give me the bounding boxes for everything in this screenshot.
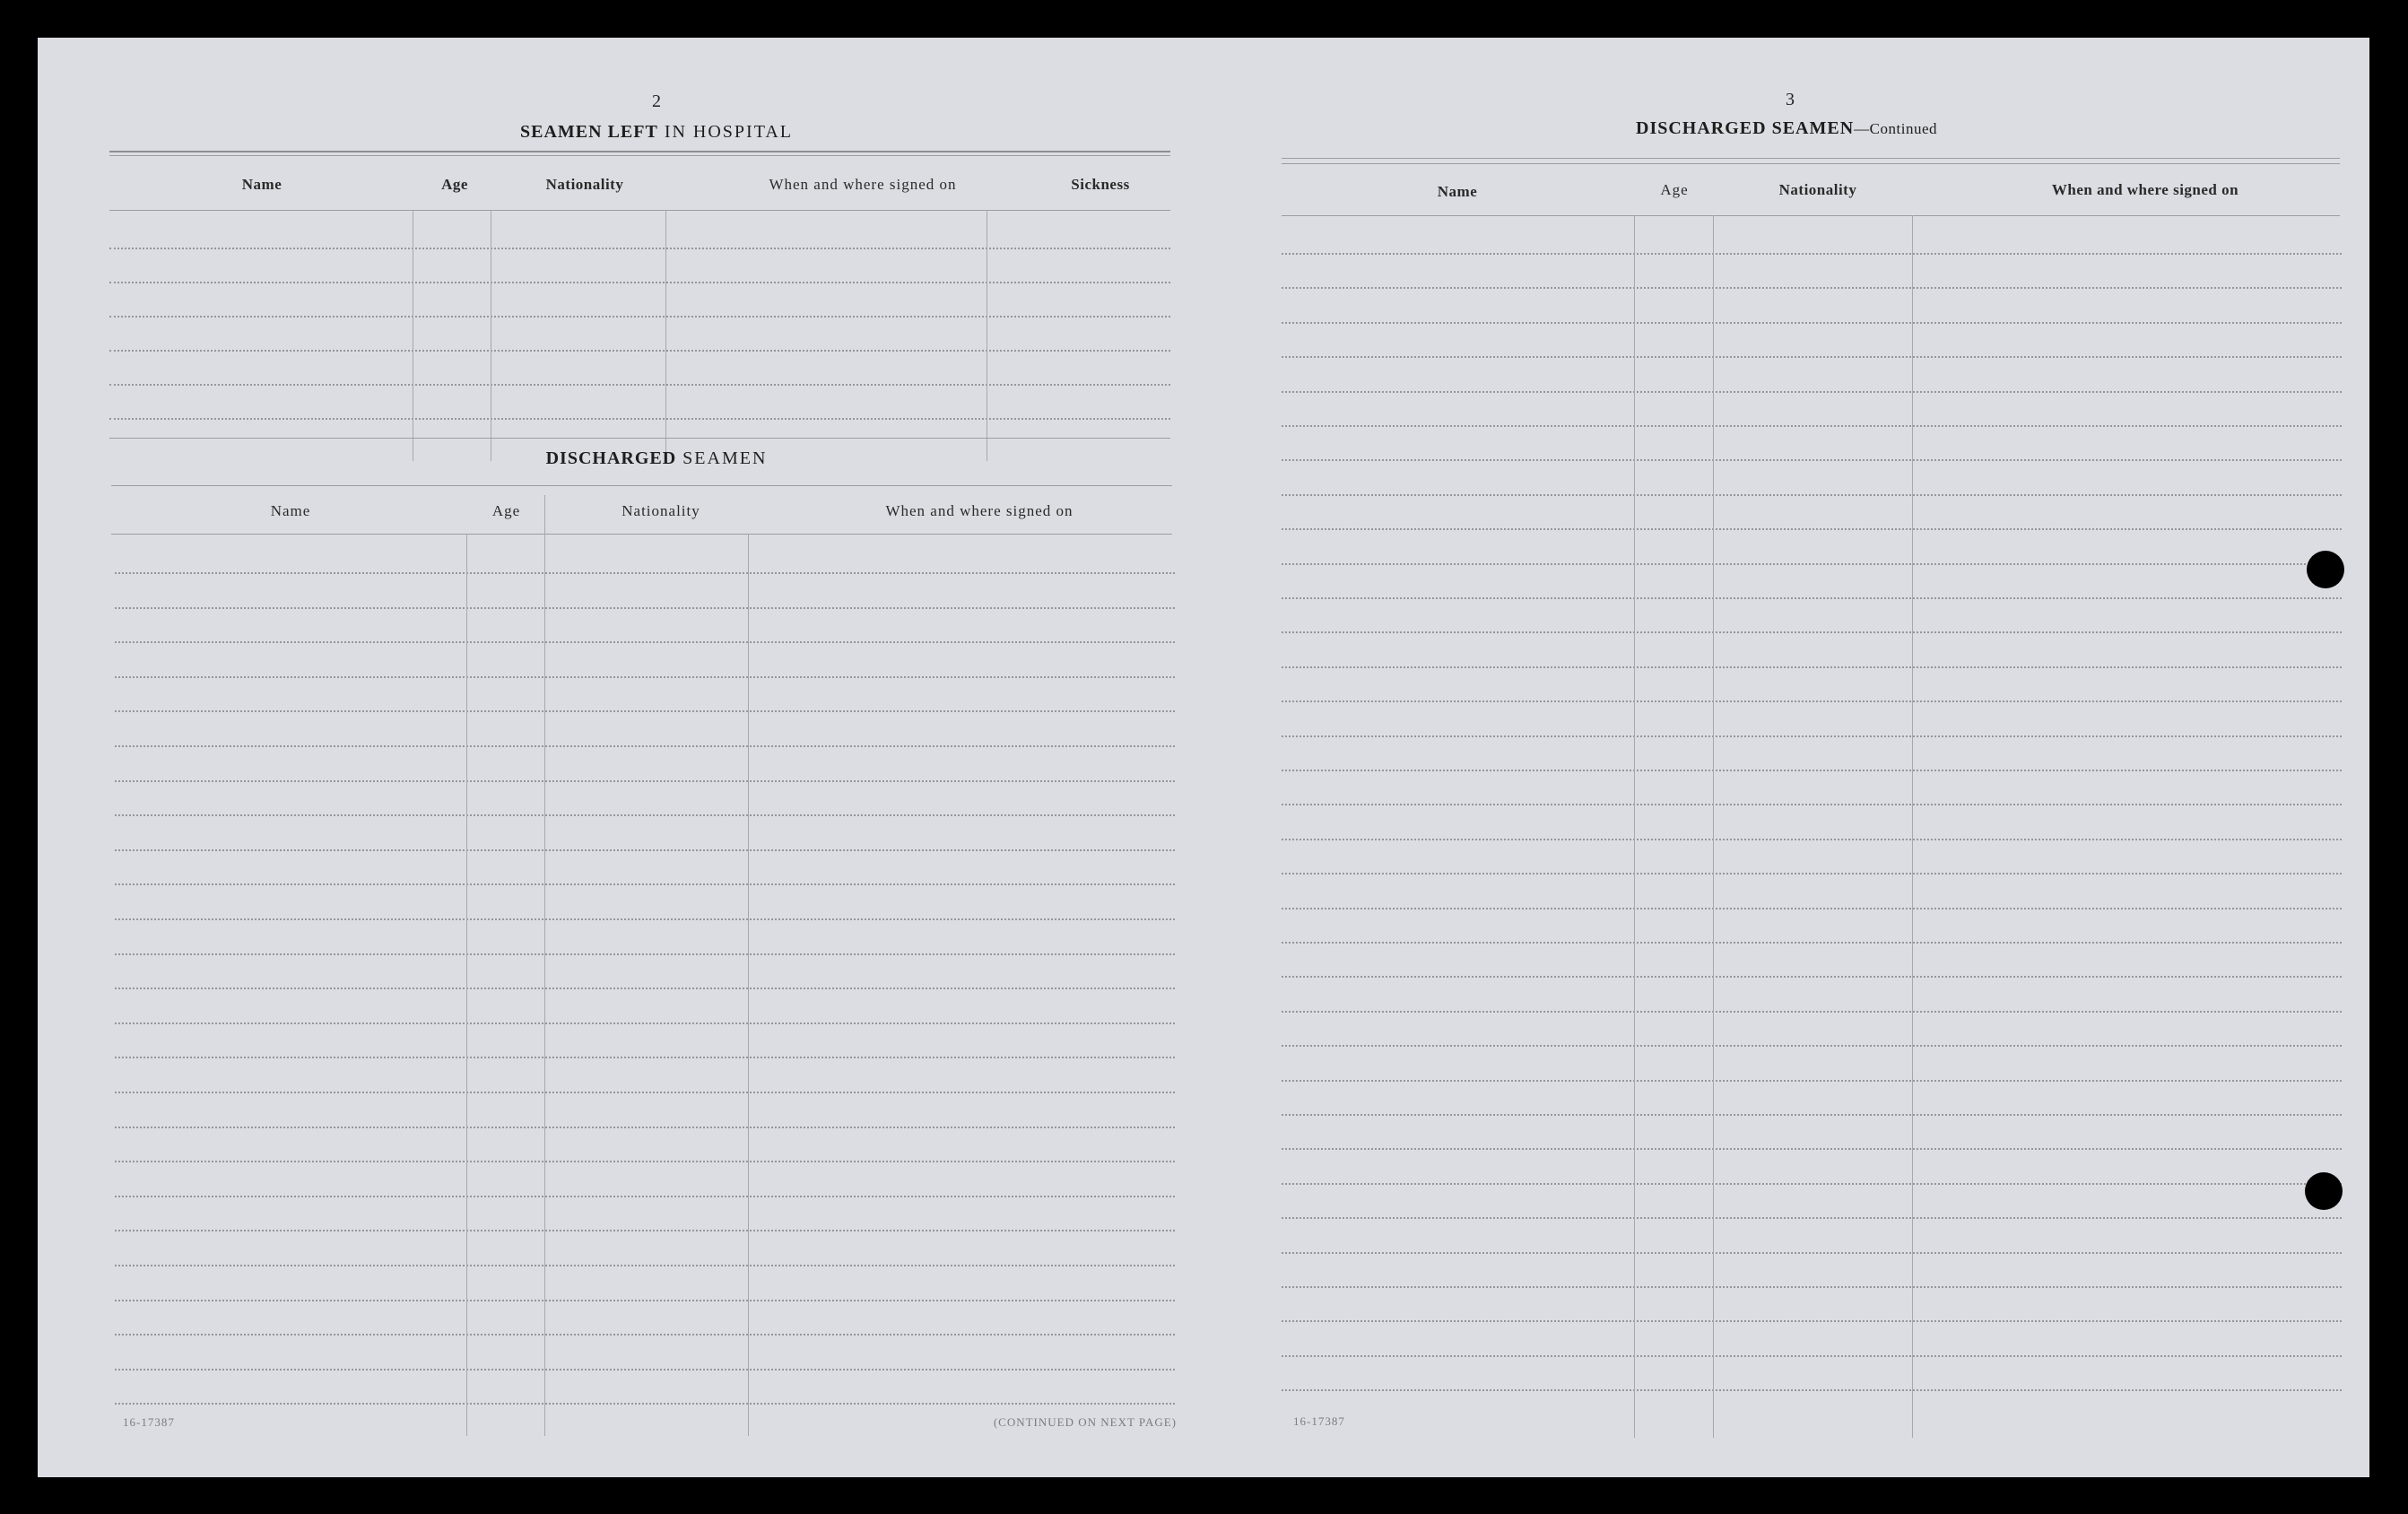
discharged-row-line: [115, 883, 1175, 885]
hospital-row-line: [109, 282, 1170, 283]
hospital-bottom-rule: [109, 438, 1170, 439]
discharged-section-title: [307, 448, 1006, 469]
hospital-col-when-where: When and where signed on: [769, 176, 957, 193]
right-row-line: [1282, 873, 2342, 874]
discharged-continued-title: [1473, 118, 2100, 139]
discharged-continued-bold: DISCHARGED SEAMEN: [1636, 118, 1855, 138]
discharged-col-when-where: When and where signed on: [885, 502, 1074, 519]
right-row-line: [1282, 942, 2342, 944]
right-row-line: [1282, 287, 2342, 289]
discharged-row-line: [115, 1022, 1175, 1024]
punch-hole: [2307, 551, 2344, 588]
discharged-row-line: [115, 607, 1175, 609]
right-row-line: [1282, 1148, 2342, 1150]
hospital-row-line: [109, 248, 1170, 249]
right-row-line: [1282, 839, 2342, 840]
discharged-title-rest: SEAMEN: [676, 448, 768, 468]
right-divider-3: [1912, 215, 1913, 1438]
right-row-line: [1282, 1080, 2342, 1082]
hospital-row-line: [109, 418, 1170, 420]
discharged-col-name: Name: [270, 502, 311, 519]
right-header-rule: [1282, 215, 2340, 216]
right-row-line: [1282, 253, 2342, 255]
right-row-line: [1282, 700, 2342, 702]
discharged-row-line: [115, 1127, 1175, 1128]
discharged-title-bold: DISCHARGED: [545, 448, 677, 468]
discharged-row-line: [115, 1265, 1175, 1266]
right-col-nationality: Nationality: [1778, 181, 1857, 198]
discharged-row-line: [115, 849, 1175, 851]
right-row-line: [1282, 1114, 2342, 1116]
hospital-title-rest: IN HOSPITAL: [657, 122, 793, 142]
discharged-col-nationality: Nationality: [622, 502, 700, 519]
right-top-rule-2: [1282, 163, 2340, 164]
hospital-col-age: Age: [441, 176, 468, 193]
hospital-row-line: [109, 350, 1170, 352]
right-page-number: 3: [1786, 90, 1795, 109]
discharged-row-line: [115, 1300, 1175, 1301]
left-page-number: 2: [652, 91, 661, 111]
discharged-row-line: [115, 1092, 1175, 1093]
right-row-line: [1282, 1286, 2342, 1288]
hospital-col-nationality: Nationality: [545, 176, 624, 193]
discharged-row-line: [115, 1369, 1175, 1370]
discharged-divider-1: [466, 534, 467, 1436]
right-row-line: [1282, 494, 2342, 496]
right-col-name: Name: [1437, 183, 1478, 200]
right-row-line: [1282, 425, 2342, 427]
discharged-row-line: [115, 745, 1175, 747]
discharged-row-line: [115, 780, 1175, 782]
discharged-row-line: [115, 1057, 1175, 1058]
continued-note: (CONTINUED ON NEXT PAGE): [993, 1415, 1177, 1429]
discharged-divider-3: [748, 534, 749, 1436]
right-row-line: [1282, 1183, 2342, 1185]
discharged-divider-2: [544, 495, 545, 1436]
hospital-col-name: Name: [241, 176, 283, 193]
right-row-line: [1282, 631, 2342, 633]
discharged-row-line: [115, 1196, 1175, 1197]
right-row-line: [1282, 1389, 2342, 1391]
hospital-header-rule: [109, 210, 1170, 211]
right-row-line: [1282, 563, 2342, 565]
right-row-line: [1282, 597, 2342, 599]
right-row-line: [1282, 1011, 2342, 1013]
right-divider-2: [1713, 215, 1714, 1438]
right-row-line: [1282, 356, 2342, 358]
hospital-top-rule: [109, 151, 1170, 152]
punch-hole: [2305, 1172, 2343, 1210]
hospital-row-line: [109, 316, 1170, 318]
discharged-row-line: [115, 710, 1175, 712]
discharged-row-line: [115, 572, 1175, 574]
hospital-col-sickness: Sickness: [1071, 176, 1130, 193]
right-row-line: [1282, 391, 2342, 393]
right-col-age: Age: [1660, 181, 1689, 198]
right-row-line: [1282, 1320, 2342, 1322]
hospital-title-bold: SEAMEN LEFT: [520, 122, 658, 142]
right-row-line: [1282, 976, 2342, 978]
hospital-row-line: [109, 384, 1170, 386]
discharged-row-line: [115, 918, 1175, 920]
right-row-line: [1282, 459, 2342, 461]
discharged-continued-rest: —Continued: [1854, 120, 1937, 137]
discharged-header-rule: [111, 534, 1172, 535]
right-row-line: [1282, 1045, 2342, 1047]
right-divider-1: [1634, 215, 1635, 1438]
discharged-row-line: [115, 988, 1175, 989]
right-row-line: [1282, 804, 2342, 805]
right-row-line: [1282, 908, 2342, 909]
discharged-row-line: [115, 814, 1175, 816]
right-row-line: [1282, 735, 2342, 737]
discharged-row-line: [115, 953, 1175, 955]
right-row-line: [1282, 666, 2342, 668]
discharged-top-rule: [111, 485, 1172, 486]
discharged-row-line: [115, 641, 1175, 643]
right-row-line: [1282, 1252, 2342, 1254]
hospital-top-rule-2: [109, 155, 1170, 156]
right-col-when-where: When and where signed on: [2051, 181, 2239, 198]
discharged-col-age: Age: [491, 502, 521, 519]
form-sheet: [38, 38, 2369, 1477]
left-form-number: 16-17387: [123, 1415, 175, 1429]
right-form-number: 16-17387: [1293, 1414, 1345, 1428]
hospital-section-title: [307, 122, 1006, 143]
hospital-divider-3: [665, 210, 666, 461]
discharged-row-line: [115, 1230, 1175, 1231]
discharged-row-line: [115, 1403, 1175, 1405]
right-row-line: [1282, 1355, 2342, 1357]
discharged-row-line: [115, 676, 1175, 678]
discharged-row-line: [115, 1161, 1175, 1162]
right-row-line: [1282, 770, 2342, 771]
discharged-row-line: [115, 1334, 1175, 1336]
right-row-line: [1282, 322, 2342, 324]
right-row-line: [1282, 528, 2342, 530]
right-top-rule: [1282, 158, 2340, 159]
right-row-line: [1282, 1217, 2342, 1219]
